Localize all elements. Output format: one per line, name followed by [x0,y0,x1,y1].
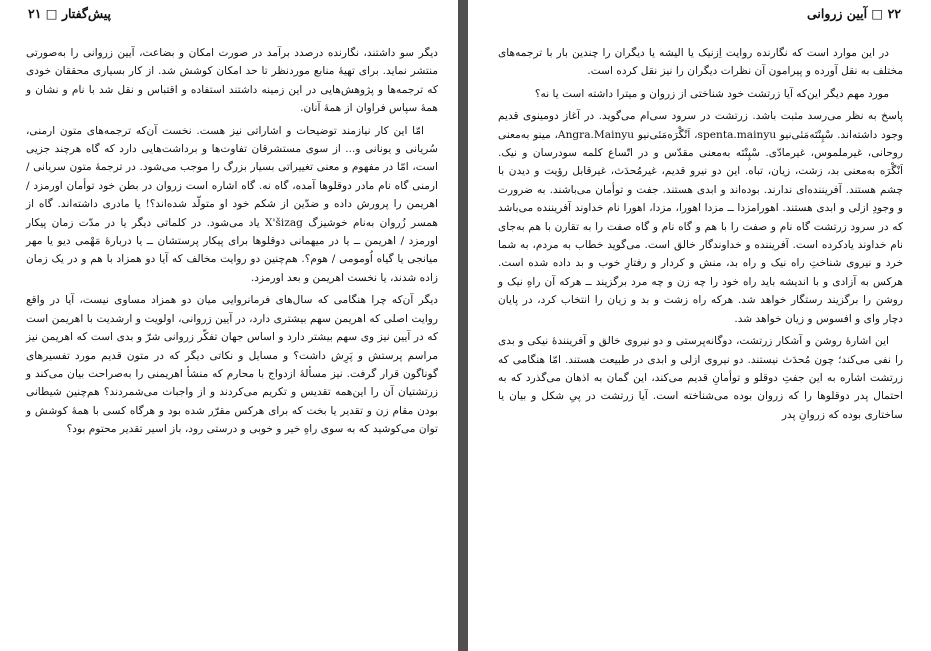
left-page [0,0,458,651]
right-paragraph-3: پاسخ به نظر می‌رسد مثبت باشد. زرتشت در سرود سی‌ام می‌گوید. در آغاز دومینوی قدیم وجود داشته‌اند. سْپِنْتَه‌مَئی‌نیو spenta.mainyu، اَنْگْرَه‌مَئی‌نیو Angra.Mainyu، مینو به‌معنی روحانی، غیرملموس، غیرمادّی. سْپِنْتَه به‌معنی مقدّس و در اتّساع کلمه سودرسان و نیک. اَنْگْرَه به‌معنی بد، زشت، زیان، تباه. این دو نیرو قدیم، غیرمُحدَث، غیرقابل رؤیت و دیدن با چشم هستند. آفریننده‌ای ندارند. بوده‌اند و ابدی هستند. جفت و توأمان می‌باشند. به ضرورت و وجودِ ازلی و ابدی هستند. اهورامزدا ــ مزدا اهورا، مزدا، اهورا نام خداوند آفریننده می‌باشد که در سرود زرتشت گاه نام و صفت را با هم و گاه نام و گاه صفت را به تقارن با هم به‌جای نام خداوند یادکرده است. آفریننده و خداوندگار خالق است. می‌گوید خطاب به مردم، به شما خرد و نیروی شناختِ راه نیک و راه بد، منش و کردار و رفتارِ خوب و بد داده شده است. هرکس به آزادی و با اندیشه باید راه خود را چه زن و چه مرد برگزیند ــ هرکه آن راهِ نیک و روشن را برگزیند رستگار خواهد شد. هرکه راه زشت و بد و زیان را انتخاب کرد، در پایان دچار وای و افسوس و زیان خواهد شد. [498,110,904,325]
right-paragraph-4: این اشارهٔ روشن و آشکار زرتشت، دوگانه‌پرستی و دو نیروی خالق و آفرینندهٔ نیکی و بدی را نفی می‌کند؛ چون مُحدَث نیستند. دو نیروی ازلی و ابدی در طبیعت هستند. امّا هنگامی که زرتشت اشاره به این جفتِ دوقلو و توأمانِ قدیم می‌کند، این گمان به اذهان می‌گذرد که به احتمال پدر دوقلوها را که زروان بوده می‌شناخته است. آیا زرتشت در پیِ شکل و بیان یا ساختاری بوده که زروانِ پدر [498,335,903,421]
right-paragraph-2: مورد مهم دیگر این‌که آیا زرتشت خود شناختی از زروان و میترا داشته است یا نه؟ [534,87,889,100]
right-page-body [498,44,903,428]
left-paragraph-1: دیگر سو داشتند، نگارنده درصدد برآمد در صورت امکان و بضاعت، آیین زروانی را به‌صورتی منتشر نماید. برای تهیهٔ منابع موردنظر تا حد امکان کوشش شد. از کار بسیاری محققان خودی که ترجمه‌ها و پژوهش‌هایی در این زمینه داشتند استفاده و اقتباس و نقل شد با نام و نشان و همهٔ سپاس فراوان از همهٔ آنان. [26,47,438,115]
book-gutter [458,0,468,651]
left-paragraph-2: امّا این کار نیازمند توضیحات و اشاراتی نیز هست. نخست آن‌که ترجمه‌های متون ارمنی، سُریانی و یونانی و... از سوی مستشرقان تفاوت‌ها و برداشت‌هایی دارد که گاه هرچند جزیی است، امّا در مفهوم و معنی تغییراتی بسیار بزرگ را موجب می‌شود. در ترجمهٔ متون سریانی / ارمنی گاه نام مادر دوقلوها آمده، گاه نه. گاه اشاره است زروان در بطن خود توأمان اورمزد / اهریمن را پرورش داده و ضدّین از شکم خود او متولّد شده‌اند؟! یا مادری داشته‌اند. گاه از همسر زُروان به‌نام خوشیزگ X'šizag یاد می‌شود. در کلماتی دیگر یا در مدّت زمان پیکار اورمزد / اهریمن ــ یا در میهمانی دوقلوها برای پیکار پرستشان ــ یا دربارهٔ مَهْمی دیو یا مهر میانجی یا گیاه اُومومی / هوم؟. هم‌چنین دو روایت مخالف که آیا دو همزاد با هم و در یک زمان زاده شدند، یا نخست اهریمن و بعد اورمزد. [26,124,438,284]
right-paragraph-1: در این موارد است که نگارنده روایت اِزنیک یا الیشه یا دیگران را چندین بار با ترجمه‌های مختلف به نقل آورده و پیرامون آن نظرات دیگران را نیز نقل کرده است. [498,47,903,78]
right-page [468,0,931,651]
left-page-header: پیش‌گفتار □ ۲۱ [28,6,112,21]
right-page-header: ۲۲ □ آیین زروانی [806,6,901,21]
left-page-body [26,44,438,443]
left-paragraph-3: دیگر آن‌که چرا هنگامی که سال‌های فرمانروایی میان دو همزاد مساوی نیست، آیا در واقع روایت اصلی که اهریمن سهم بیشتری دارد، در آیین زروانی، اولویت و ارشدیت با اهریمن است که در آیین نیز وی سهم بیشتر دارد و اساس جهان تفکّر زروانی شرّ و بدی است که اهریمن نیز مراسم پرستش و پَرِش داشت؟ و مسایل و نکاتی دیگر که در متون قدیم مورد تفسیرهای گوناگون قرار گرفت. نیز مسألهٔ ازدواج با محارم که منشأ اهریمنی را به‌صراحت بیان می‌کند و زرتشتیان آن را این‌همه تقدیس و تکریم می‌کردند و از واجبات می‌شمردند؟ هم‌چنین شیطانی بودن مقام زن و تقدیر یا بخت که برای هرکس مقرّر شده بود و هرگاه کسی با همهٔ کوشش و توان می‌کوشید که به سوی راهِ خیر و خوبی و درستی رود، باز اسیر تقدیر محتوم بود؟ [26,294,438,436]
